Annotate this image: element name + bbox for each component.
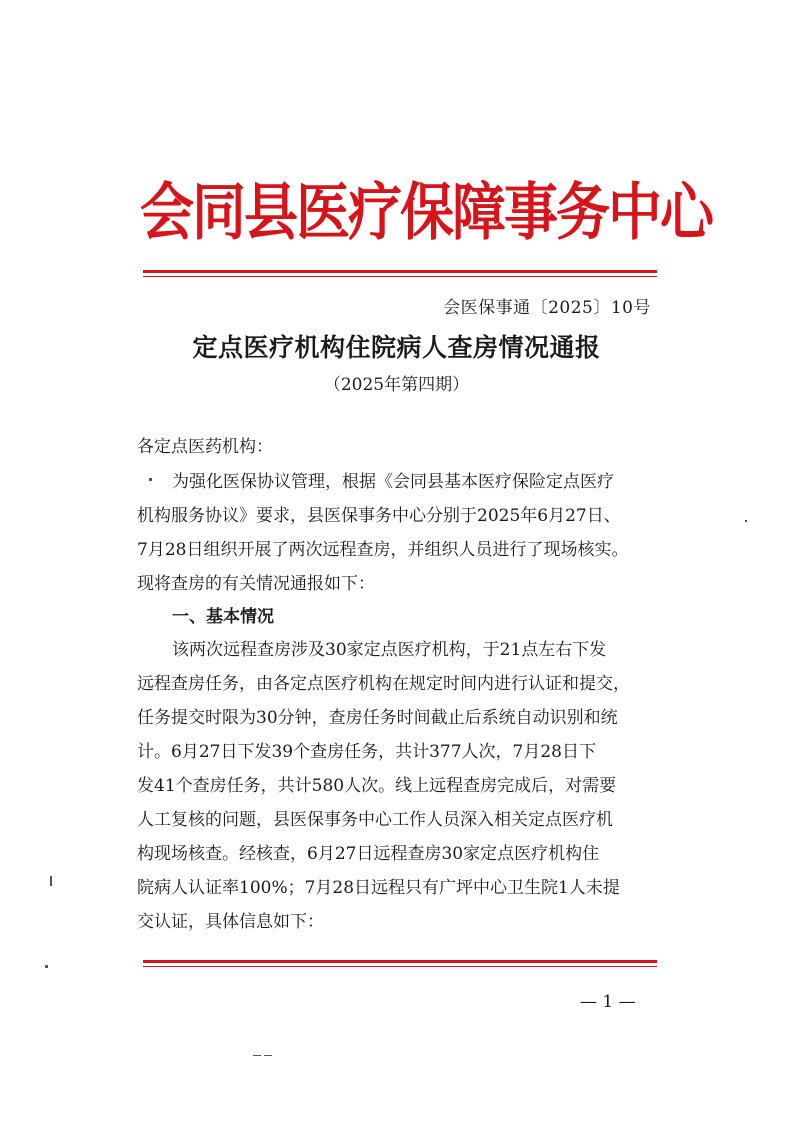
page-number: — 1 —	[580, 992, 636, 1012]
scan-speck	[264, 1055, 272, 1056]
body-line: 交认证，具体信息如下：	[137, 912, 324, 932]
body-line: 任务提交时限为30分钟，查房任务时间截止后系统自动识别和统	[137, 708, 618, 728]
header-rule-thin	[143, 276, 657, 277]
document-number: 会医保事通〔2025〕10号	[443, 298, 651, 318]
section-heading: 一、基本情况	[172, 607, 274, 627]
footer-rule-thick	[143, 960, 657, 963]
body-line: 远程查房任务，由各定点医疗机构在规定时间内进行认证和提交，	[137, 674, 630, 694]
body-line: 计。6月27日下发39个查房任务，共计377人次，7月28日下	[137, 742, 596, 762]
document-subtitle: （2025年第四期）	[323, 375, 470, 395]
body-line: 7月28日组织开展了两次远程查房，并组织人员进行了现场核实。	[137, 540, 629, 560]
scan-speck	[50, 876, 52, 886]
document-title: 定点医疗机构住院病人查房情况通报	[192, 333, 601, 362]
body-line: 院病人认证率100%；7月28日远程只有广坪中心卫生院1人未提	[137, 878, 620, 898]
scan-speck	[253, 1055, 261, 1056]
body-line: 发41个查房任务，共计580人次。线上远程查房完成后，对需要	[137, 776, 617, 796]
body-line: 人工复核的问题，县医保事务中心工作人员深入相关定点医疗机	[137, 810, 613, 830]
body-line: 构现场核查。经核查，6月27日远程查房30家定点医疗机构住	[137, 844, 600, 864]
body-line: 机构服务协议》要求，县医保事务中心分别于2025年6月27日、	[137, 506, 621, 526]
footer-rule-thin	[143, 966, 657, 967]
body-line: 该两次远程查房涉及30家定点医疗机构，于21点左右下发	[172, 640, 607, 660]
org-masthead: 会同县医疗保障事务中心	[140, 176, 712, 249]
scan-speck	[45, 965, 48, 968]
scan-speck	[745, 520, 747, 522]
scan-speck	[149, 478, 152, 481]
body-line: 为强化医保协议管理，根据《会同县基本医疗保险定点医疗	[172, 472, 614, 492]
body-line: 现将查房的有关情况通报如下：	[137, 574, 375, 594]
header-rule-thick	[143, 270, 657, 273]
header-red-rule	[143, 270, 657, 277]
footer-red-rule	[143, 960, 657, 967]
salutation: 各定点医药机构：	[137, 437, 273, 457]
